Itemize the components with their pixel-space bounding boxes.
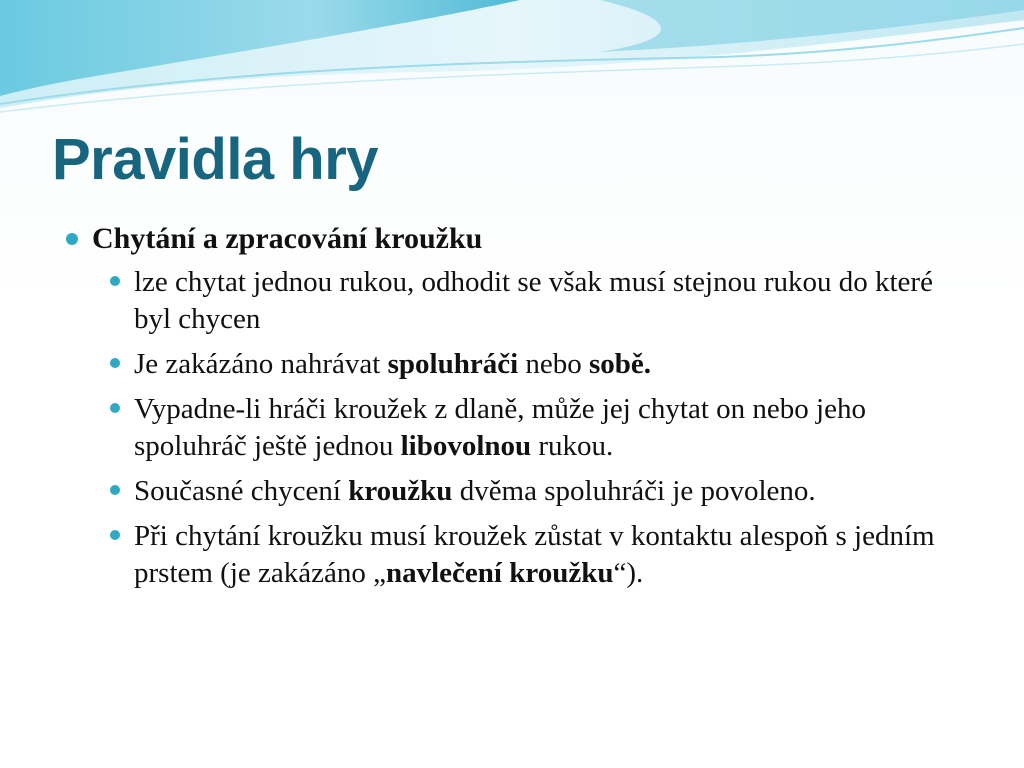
sub-bullet-list (108, 264, 962, 592)
list-item-bold-part: sobě. (589, 347, 652, 380)
main-bullet-text: Chytání a zpracování kroužku (92, 222, 483, 255)
list-item (108, 391, 962, 465)
list-item-text-part: Při chytání kroužku musí kroužek zůstat v kontaktu alespoň s jedním prstem (je zakázáno „ (134, 519, 935, 589)
list-item-text-part: “). (613, 556, 644, 589)
list-item (108, 473, 962, 510)
list-item-bold-part: spoluhráči (387, 347, 519, 380)
list-item (108, 346, 962, 383)
list-item (108, 264, 962, 338)
bullet-icon (66, 233, 78, 245)
main-bullet-item (62, 220, 962, 258)
list-item-bold-part: navlečení kroužku (386, 556, 614, 589)
list-item (108, 518, 962, 592)
list-item-bold-part: libovolnou (400, 429, 532, 462)
bullet-icon (110, 358, 120, 368)
bullet-icon (110, 403, 120, 413)
list-item-text-part: Je zakázáno nahrávat (134, 347, 388, 380)
slide-content (62, 220, 962, 600)
list-item-bold-part: kroužku (348, 474, 453, 507)
bullet-icon (110, 276, 120, 286)
bullet-icon (110, 485, 120, 495)
list-item-text-part: Vypadne-li hráči kroužek z dlaně, může jej chytat on nebo jeho spoluhráč ještě jednou (134, 392, 866, 462)
list-item-text-part: nebo (518, 347, 590, 380)
header-wave-decoration (0, 0, 1024, 130)
list-item-text-part: rukou. (531, 429, 614, 462)
bullet-icon (110, 530, 120, 540)
slide-title: Pravidla hry (52, 127, 379, 192)
list-item-text: lze chytat jednou rukou, odhodit se však musí stejnou rukou do které byl chycen (134, 265, 933, 335)
list-item-text-part: dvěma spoluhráči je povoleno. (452, 474, 816, 507)
list-item-text-part: Současné chycení (134, 474, 349, 507)
